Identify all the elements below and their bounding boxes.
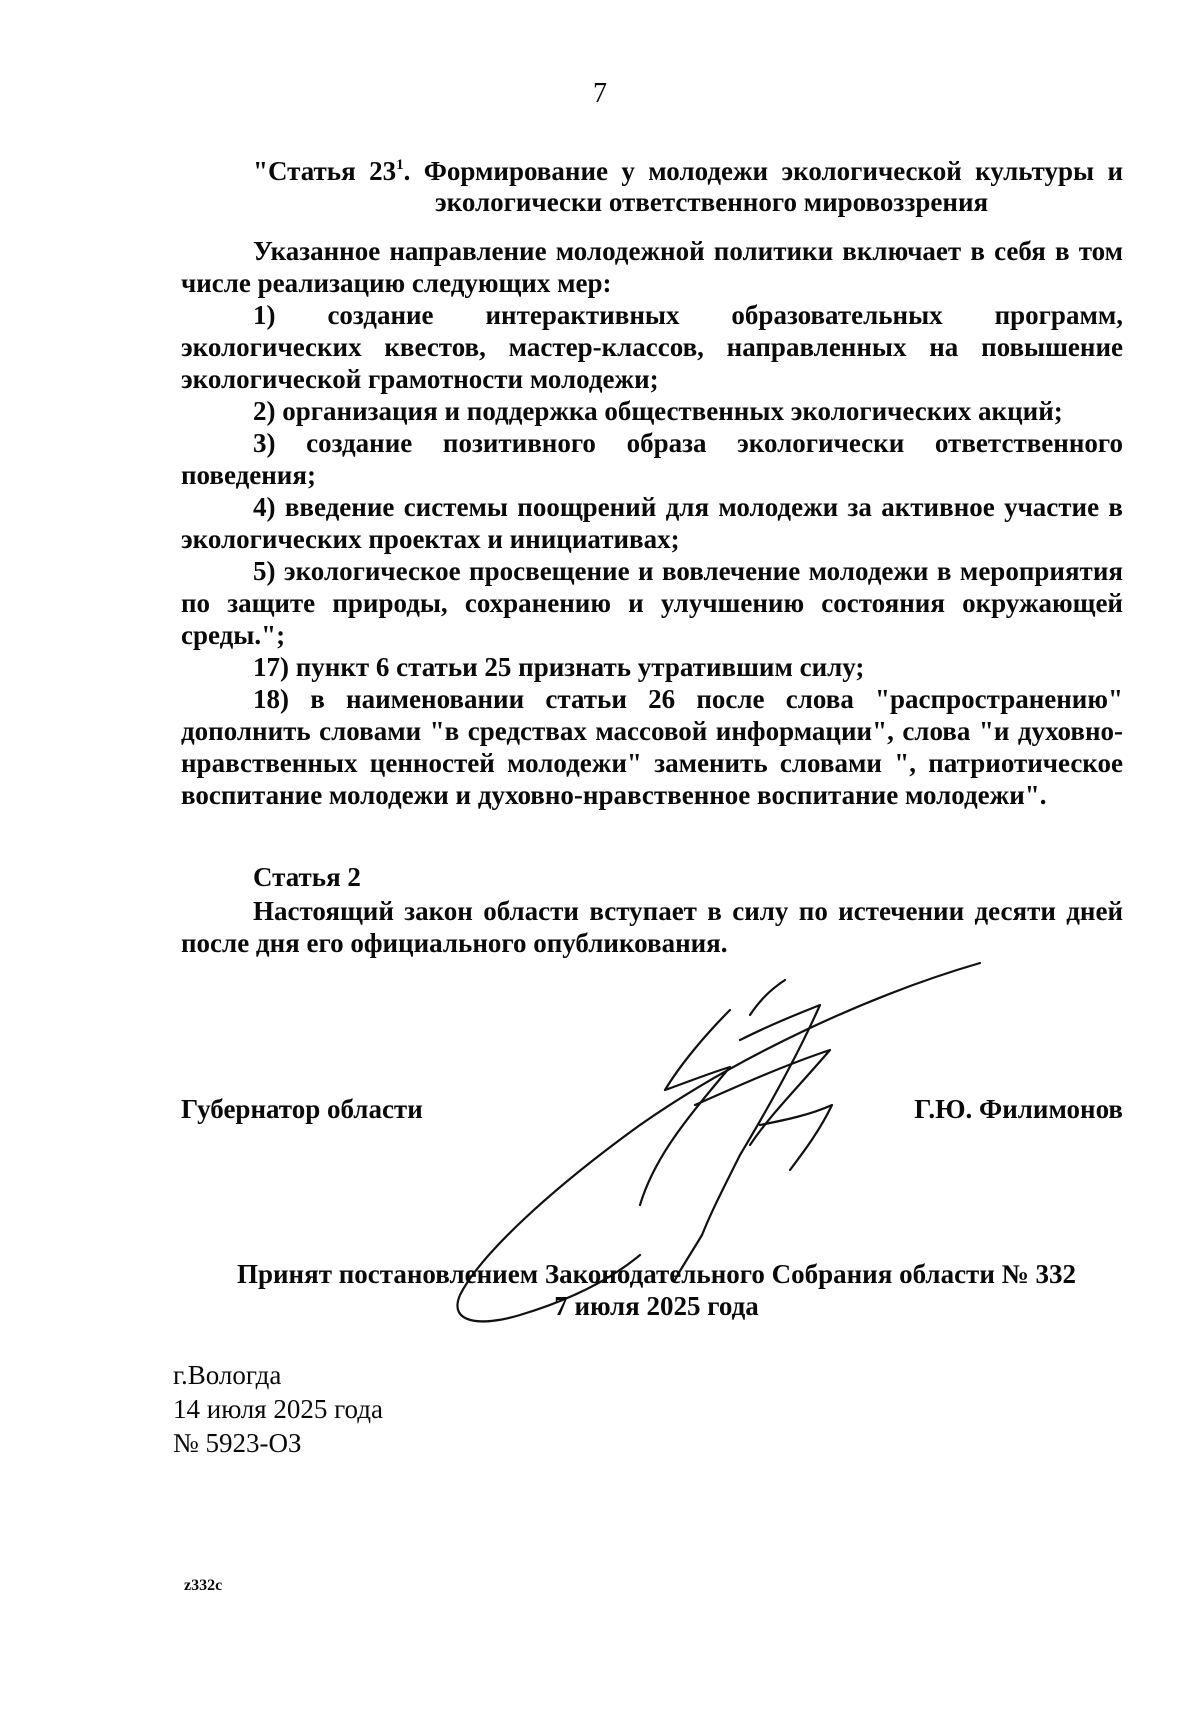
article-superscript: 1 (396, 157, 404, 173)
adoption-note (0, 1258, 1200, 1322)
article-label: Статья 23 (268, 156, 397, 186)
signing-date: 14 июля 2025 года (173, 1394, 383, 1424)
adoption-line-1: Принят постановлением Законодательного Собрания области № 332 (236, 1259, 1077, 1289)
article-23-1-heading (253, 150, 1123, 218)
adoption-date: 7 июля 2025 года (554, 1291, 759, 1321)
paragraph-intro: Указанное направление молодежной политики включает в себя в том числе реализацию следующих мер: (181, 236, 1123, 298)
list-item-5: 5) экологическое просвещение и вовлечение молодежи в мероприятия по защите природы, сохранению и улучшению состояния окружающей среды."; (181, 556, 1123, 650)
list-item-4: 4) введение системы поощрений для молодежи за активное участие в экологических проектах и инициативах; (181, 492, 1123, 554)
article-2-body (181, 895, 1123, 959)
article-23-1-body (181, 235, 1123, 811)
article-heading-line-1 (253, 150, 1123, 187)
governor-name: Г.Ю. Филимонов (914, 1094, 1123, 1124)
list-item-2: 2) организация и поддержка общественных экологических акций; (253, 396, 1063, 426)
place-date-number-block (173, 1358, 383, 1460)
list-item-1: 1) создание интерактивных образовательных программ, экологических квестов, мастер-классов, направленных на повышение экологической грамотности молодежи; (181, 300, 1123, 394)
law-number: № 5923-ОЗ (173, 1428, 302, 1458)
article-2-text: Настоящий закон области вступает в силу по истечении десяти дней после дня его официального опубликования. (181, 896, 1123, 958)
article-heading-line-2: экологически ответственного мировоззрения (435, 187, 989, 217)
city: г.Вологда (173, 1360, 282, 1390)
amendment-item-17: 17) пункт 6 статьи 25 признать утратившим силу; (253, 652, 865, 682)
list-item-3: 3) создание позитивного образа экологически ответственного поведения; (181, 428, 1123, 490)
footer-code: z332c (184, 1577, 223, 1594)
article-2-title: Статья 2 (253, 862, 361, 892)
page-number: 7 (593, 78, 607, 109)
amendment-item-18: 18) в наименовании статьи 26 после слова "распространению" дополнить словами "в средствах массовой информации", слова "и духовно-нравственных ценностей молодежи" заменить словами ", патриотическое воспитание молодежи и духовно-нравственное воспитание молодежи". (181, 684, 1123, 810)
article-title-part-1: . Формирование у молодежи экологической культуры и (403, 156, 1123, 186)
governor-position: Губернатор области (181, 1094, 423, 1124)
opening-quote: " (253, 156, 268, 186)
